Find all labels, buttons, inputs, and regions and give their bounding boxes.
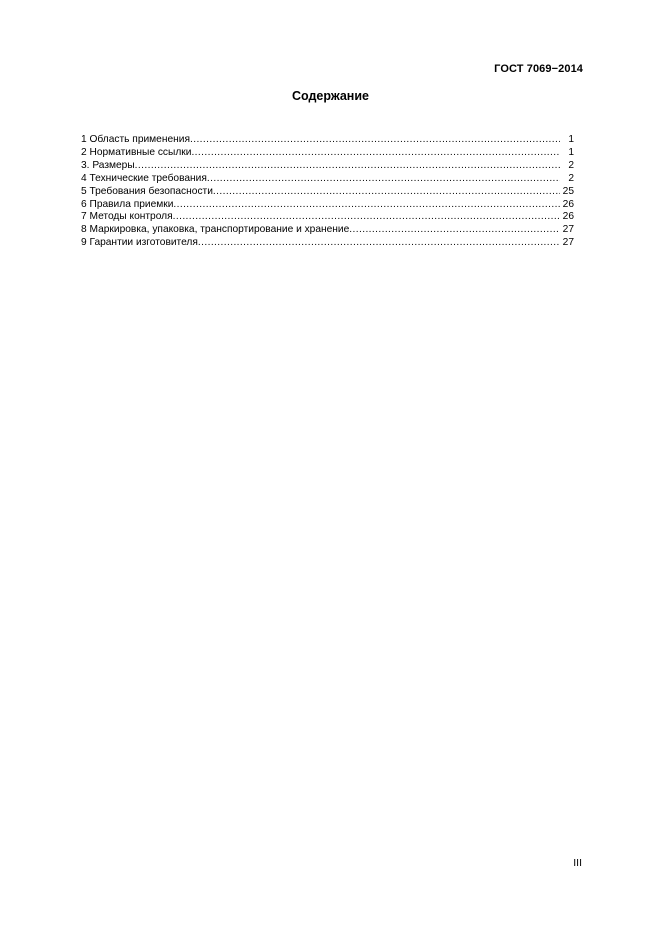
- toc-entry-title: 3. Размеры: [81, 159, 135, 171]
- toc-dot-leader: [191, 147, 560, 160]
- toc-entry[interactable]: [81, 224, 574, 237]
- toc-entry-title: 5 Требования безопасности: [81, 185, 213, 197]
- toc-entry-page: 25: [562, 185, 574, 197]
- toc-entry[interactable]: [81, 186, 574, 199]
- toc-entry-page: 2: [568, 159, 574, 171]
- toc-dot-leader: [135, 160, 560, 173]
- toc-entry[interactable]: [81, 237, 574, 250]
- toc-entry[interactable]: [81, 211, 574, 224]
- toc-entry-title: 4 Технические требования: [81, 172, 207, 184]
- toc-entry[interactable]: [81, 147, 574, 160]
- toc-entry-page: 26: [562, 211, 574, 223]
- toc-entry[interactable]: [81, 173, 574, 186]
- toc-entry[interactable]: [81, 199, 574, 212]
- toc-entry[interactable]: [81, 160, 574, 173]
- toc-entry-title: 6 Правила приемки: [81, 198, 174, 210]
- table-of-contents: [81, 134, 574, 250]
- toc-entry-page: 27: [562, 224, 574, 236]
- toc-entry-title: 8 Маркировка, упаковка, транспортирование и хранение: [81, 224, 350, 236]
- toc-entry-title: 2 Нормативные ссылки: [81, 146, 192, 158]
- toc-dot-leader: [349, 224, 560, 237]
- toc-dot-leader: [213, 186, 560, 199]
- toc-entry-page: 2: [568, 172, 574, 184]
- toc-entry-page: 1: [568, 134, 574, 145]
- toc-entry-title: 9 Гарантии изготовителя: [81, 237, 198, 249]
- toc-entry-page: 1: [568, 146, 574, 158]
- toc-entry-title: 1 Область применения: [81, 134, 190, 145]
- toc-entry-page: 27: [562, 237, 574, 249]
- toc-heading: Содержание: [291, 89, 369, 103]
- toc-dot-leader: [198, 237, 560, 250]
- page-number: III: [573, 857, 582, 869]
- toc-dot-leader: [173, 211, 560, 224]
- toc-dot-leader: [173, 199, 560, 212]
- toc-entry-page: 26: [562, 198, 574, 210]
- toc-entry[interactable]: [81, 134, 574, 147]
- document-code: ГОСТ 7069−2014: [494, 63, 583, 75]
- toc-dot-leader: [207, 173, 560, 186]
- toc-dot-leader: [190, 134, 560, 147]
- toc-entry-title: 7 Методы контроля: [81, 211, 173, 223]
